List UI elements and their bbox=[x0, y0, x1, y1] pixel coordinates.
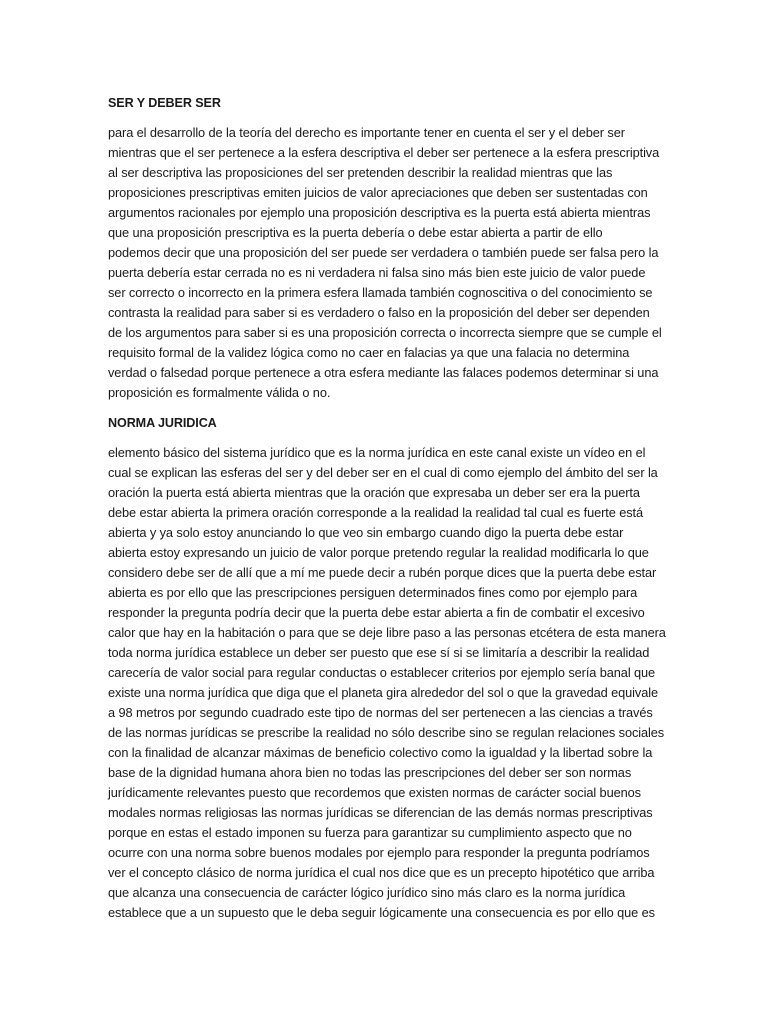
text-line: puerta debería estar cerrada no es ni verdadera ni falsa sino más bien este juicio de valor puede bbox=[108, 265, 646, 280]
section-heading-norma-juridica: NORMA JURIDICA bbox=[108, 416, 217, 430]
text-line: existe una norma jurídica que diga que el planeta gira alrededor del sol o que la gravedad equivale bbox=[108, 685, 658, 700]
section-heading-ser-y-deber-ser: SER Y DEBER SER bbox=[108, 96, 221, 110]
text-line: con la finalidad de alcanzar máximas de beneficio colectivo como la igualdad y la libertad sobre la bbox=[108, 745, 653, 760]
text-line: cual se explican las esferas del ser y del deber ser en el cual di como ejemplo del ámbito del ser la bbox=[108, 465, 658, 480]
text-line: modales normas religiosas las normas jurídicas se diferencian de las demás normas prescriptivas bbox=[108, 805, 653, 820]
text-line: abierta y ya solo estoy anunciando lo que veo sin embargo cuando digo la puerta debe estar bbox=[108, 525, 624, 540]
text-line: porque en estas el estado imponen su fuerza para garantizar su cumplimiento aspecto que no bbox=[108, 825, 632, 840]
text-line: debe estar abierta la primera oración corresponde a la realidad la realidad tal cual es fuerte está bbox=[108, 505, 643, 520]
text-line: toda norma jurídica establece un deber ser puesto que ese sí si se limitaría a describir la realidad bbox=[108, 645, 650, 660]
text-line: calor que hay en la habitación o para que se deje libre paso a las personas etcétera de esta manera bbox=[108, 625, 666, 640]
text-line: a 98 metros por segundo cuadrado este tipo de normas del ser pertenecen a las ciencias a través bbox=[108, 705, 653, 720]
text-line: ser correcto o incorrecto en la primera esfera llamada también cognoscitiva o del conocimiento se bbox=[108, 285, 653, 300]
paragraph-ser-y-deber-ser bbox=[108, 123, 668, 403]
paragraph-norma-juridica bbox=[108, 443, 668, 923]
text-line: abierta estoy expresando un juicio de valor porque pretendo regular la realidad modificarla lo que bbox=[108, 545, 649, 560]
text-line: que una proposición prescriptiva es la puerta debería o debe estar abierta a partir de ello bbox=[108, 225, 603, 240]
text-line: carecería de valor social para regular conductas o establecer criterios por ejemplo sería banal que bbox=[108, 665, 656, 680]
text-line: elemento básico del sistema jurídico que es la norma jurídica en este canal existe un vídeo en el bbox=[108, 445, 646, 460]
text-line: ver el concepto clásico de norma jurídica el cual nos dice que es un precepto hipotético que arriba bbox=[108, 865, 655, 880]
text-line: para el desarrollo de la teoría del derecho es importante tener en cuenta el ser y el deber ser bbox=[108, 125, 625, 140]
text-line: responder la pregunta podría decir que la puerta debe estar abierta a fin de combatir el excesivo bbox=[108, 605, 645, 620]
text-line: mientras que el ser pertenece a la esfera descriptiva el deber ser pertenece a la esfera prescriptiva bbox=[108, 145, 660, 160]
text-line: ocurre con una norma sobre buenos modales por ejemplo para responder la pregunta podríamos bbox=[108, 845, 650, 860]
text-line: de las normas jurídicas se prescribe la realidad no sólo describe sino se regulan relaciones sociales bbox=[108, 725, 665, 740]
text-line: que alcanza una consecuencia de carácter lógico jurídico sino más claro es la norma jurídica bbox=[108, 885, 626, 900]
text-line: verdad o falsedad porque pertenece a otra esfera mediante las falaces podemos determinar si una bbox=[108, 365, 659, 380]
text-line: oración la puerta está abierta mientras que la oración que expresaba un deber ser era la puerta bbox=[108, 485, 640, 500]
text-line: jurídicamente relevantes puesto que recordemos que existen normas de carácter social buenos bbox=[108, 785, 641, 800]
text-line: requisito formal de la validez lógica como no caer en falacias ya que una falacia no determina bbox=[108, 345, 630, 360]
text-line: establece que a un supuesto que le deba seguir lógicamente una consecuencia es por ello que es bbox=[108, 905, 655, 920]
text-line: podemos decir que una proposición del ser puede ser verdadera o también puede ser falsa pero la bbox=[108, 245, 659, 260]
text-line: de los argumentos para saber si es una proposición correcta o incorrecta siempre que se cumple el bbox=[108, 325, 662, 340]
text-line: abierta es por ello que las prescripciones persiguen determinados fines como por ejemplo para bbox=[108, 585, 638, 600]
text-line: argumentos racionales por ejemplo una proposición descriptiva es la puerta está abierta mientras bbox=[108, 205, 651, 220]
text-line: considero debe ser de allí que a mí me puede decir a rubén porque dices que la puerta debe estar bbox=[108, 565, 657, 580]
text-line: al ser descriptiva las proposiciones del ser pretenden describir la realidad mientras que las bbox=[108, 165, 613, 180]
text-line: proposiciones prescriptivas emiten juicios de valor apreciaciones que deben ser sustentadas con bbox=[108, 185, 648, 200]
text-line: proposición es formalmente válida o no. bbox=[108, 385, 331, 400]
text-line: contrasta la realidad para saber si es verdadero o falso en la proposición del deber ser dependen bbox=[108, 305, 650, 320]
text-line: base de la dignidad humana ahora bien no todas las prescripciones del deber ser son normas bbox=[108, 765, 632, 780]
